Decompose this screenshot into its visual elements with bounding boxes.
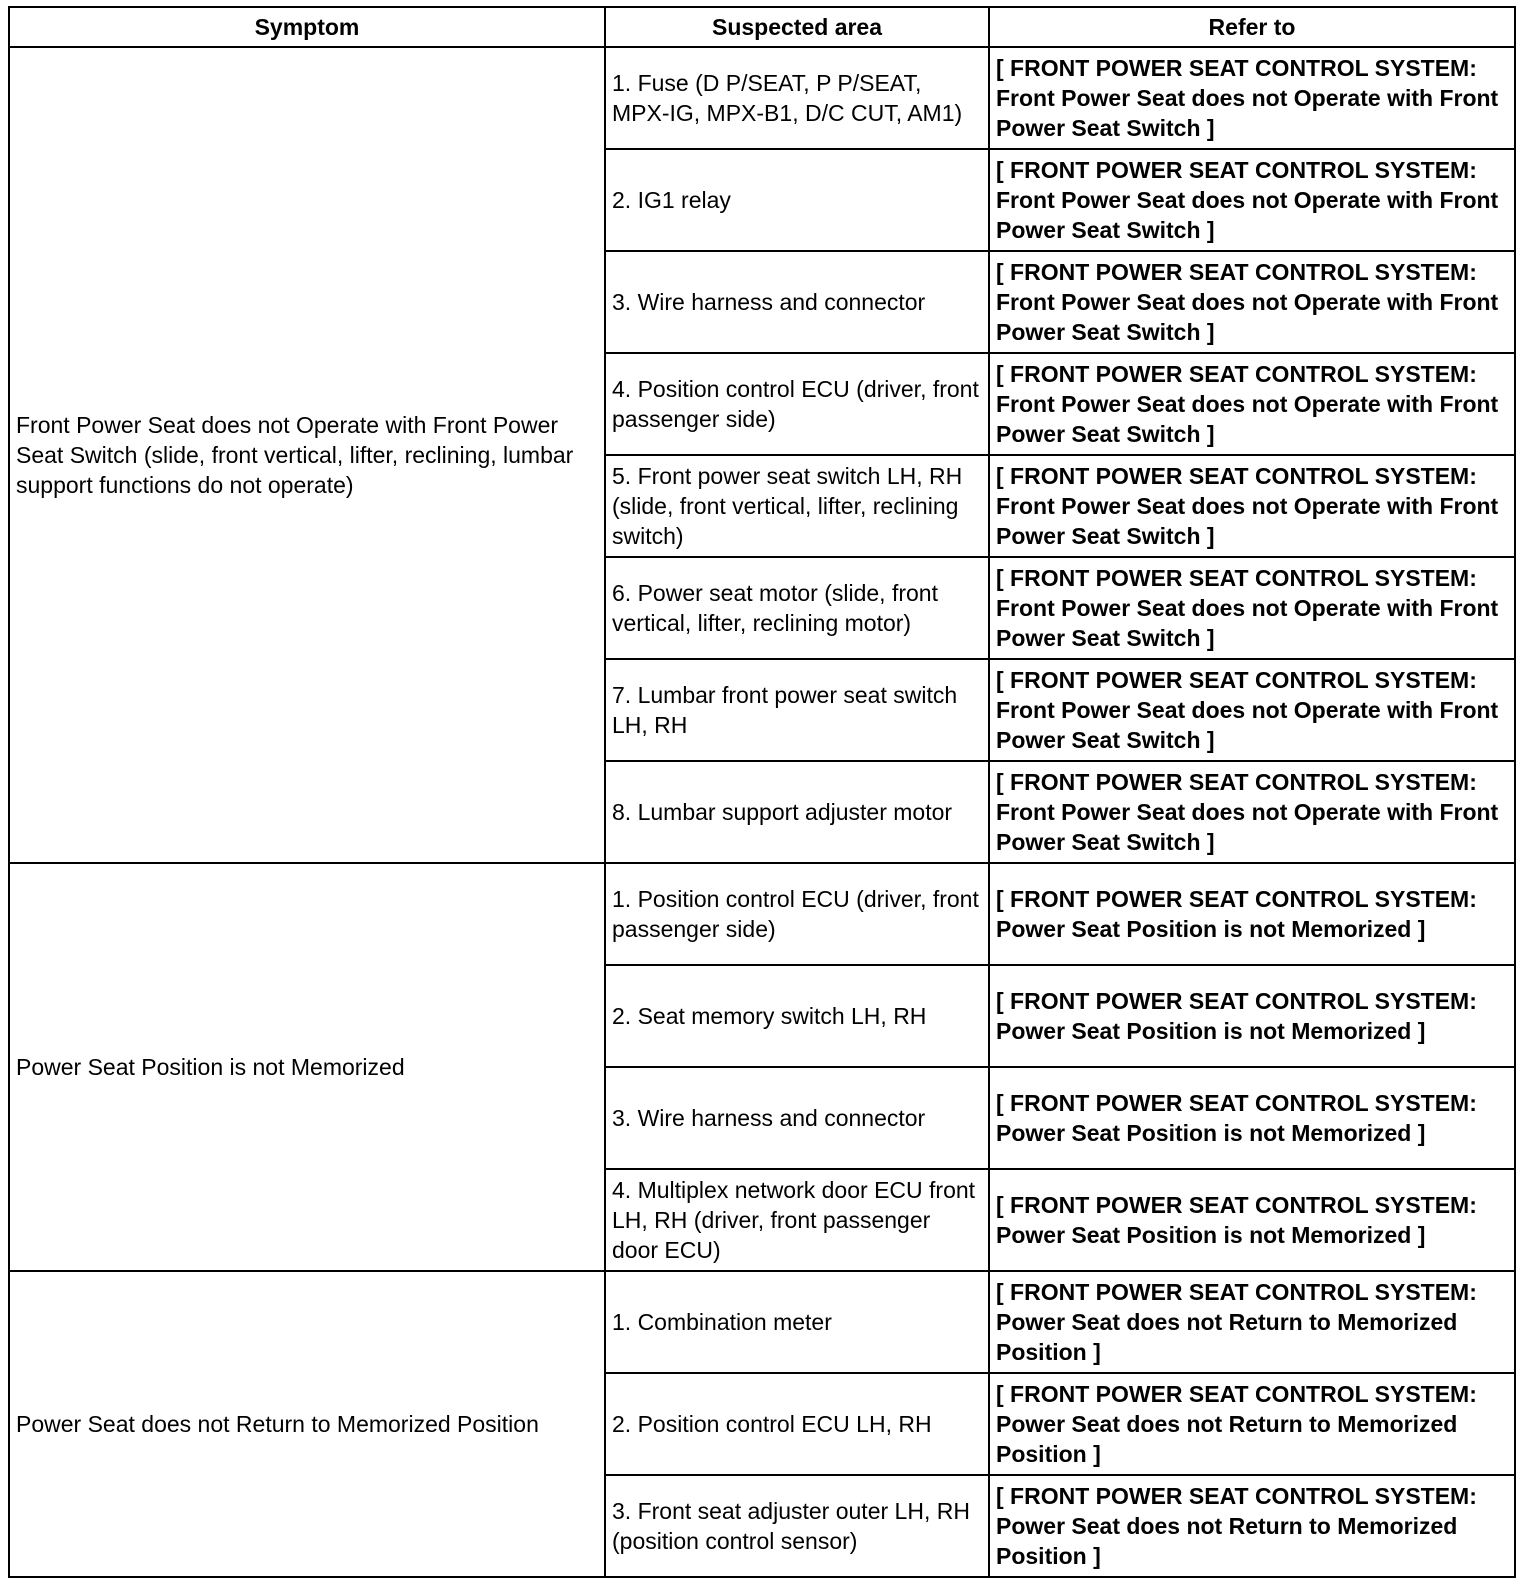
suspected-area-cell: 7. Lumbar front power seat switch LH, RH: [605, 659, 989, 761]
suspected-area-cell: 2. Seat memory switch LH, RH: [605, 965, 989, 1067]
suspected-area-cell: 4. Position control ECU (driver, front passenger side): [605, 353, 989, 455]
suspected-area-cell: 1. Fuse (D P/SEAT, P P/SEAT, MPX-IG, MPX-B1, D/C CUT, AM1): [605, 47, 989, 149]
suspected-area-cell: 6. Power seat motor (slide, front vertical, lifter, reclining motor): [605, 557, 989, 659]
suspected-area-cell: 1. Position control ECU (driver, front passenger side): [605, 863, 989, 965]
table-row: [9, 47, 1515, 149]
suspected-area-cell: 3. Wire harness and connector: [605, 251, 989, 353]
header-row: [9, 7, 1515, 47]
refer-to-link[interactable]: [ FRONT POWER SEAT CONTROL SYSTEM: Power Seat Position is not Memorized ]: [989, 1169, 1515, 1271]
refer-to-link[interactable]: [ FRONT POWER SEAT CONTROL SYSTEM: Power Seat Position is not Memorized ]: [989, 863, 1515, 965]
refer-to-link[interactable]: [ FRONT POWER SEAT CONTROL SYSTEM: Front Power Seat does not Operate with Front Power Seat Switch ]: [989, 353, 1515, 455]
refer-to-link[interactable]: [ FRONT POWER SEAT CONTROL SYSTEM: Front Power Seat does not Operate with Front Power Seat Switch ]: [989, 251, 1515, 353]
refer-to-link[interactable]: [ FRONT POWER SEAT CONTROL SYSTEM: Power Seat does not Return to Memorized Position ]: [989, 1475, 1515, 1577]
refer-to-link[interactable]: [ FRONT POWER SEAT CONTROL SYSTEM: Front Power Seat does not Operate with Front Power Seat Switch ]: [989, 659, 1515, 761]
suspected-area-cell: 5. Front power seat switch LH, RH (slide, front vertical, lifter, reclining switch): [605, 455, 989, 557]
refer-to-link[interactable]: [ FRONT POWER SEAT CONTROL SYSTEM: Front Power Seat does not Operate with Front Power Seat Switch ]: [989, 557, 1515, 659]
symptom-cell: Power Seat Position is not Memorized: [9, 863, 605, 1271]
suspected-area-cell: 4. Multiplex network door ECU front LH, RH (driver, front passenger door ECU): [605, 1169, 989, 1271]
suspected-area-cell: 8. Lumbar support adjuster motor: [605, 761, 989, 863]
refer-to-link[interactable]: [ FRONT POWER SEAT CONTROL SYSTEM: Power Seat does not Return to Memorized Position ]: [989, 1271, 1515, 1373]
refer-to-link[interactable]: [ FRONT POWER SEAT CONTROL SYSTEM: Power Seat Position is not Memorized ]: [989, 1067, 1515, 1169]
header-symptom: Symptom: [9, 7, 605, 47]
troubleshooting-table: [8, 6, 1516, 1578]
table-row: [9, 863, 1515, 965]
table-body: [9, 47, 1515, 1577]
refer-to-link[interactable]: [ FRONT POWER SEAT CONTROL SYSTEM: Power Seat Position is not Memorized ]: [989, 965, 1515, 1067]
symptom-cell: Power Seat does not Return to Memorized Position: [9, 1271, 605, 1577]
symptom-cell: Front Power Seat does not Operate with Front Power Seat Switch (slide, front vertical, lifter, reclining, lumbar support functions do not operate): [9, 47, 605, 863]
suspected-area-cell: 2. Position control ECU LH, RH: [605, 1373, 989, 1475]
refer-to-link[interactable]: [ FRONT POWER SEAT CONTROL SYSTEM: Power Seat does not Return to Memorized Position ]: [989, 1373, 1515, 1475]
suspected-area-cell: 3. Wire harness and connector: [605, 1067, 989, 1169]
refer-to-link[interactable]: [ FRONT POWER SEAT CONTROL SYSTEM: Front Power Seat does not Operate with Front Power Seat Switch ]: [989, 455, 1515, 557]
refer-to-link[interactable]: [ FRONT POWER SEAT CONTROL SYSTEM: Front Power Seat does not Operate with Front Power Seat Switch ]: [989, 149, 1515, 251]
header-suspected-area: Suspected area: [605, 7, 989, 47]
suspected-area-cell: 3. Front seat adjuster outer LH, RH (position control sensor): [605, 1475, 989, 1577]
header-refer-to: Refer to: [989, 7, 1515, 47]
refer-to-link[interactable]: [ FRONT POWER SEAT CONTROL SYSTEM: Front Power Seat does not Operate with Front Power Seat Switch ]: [989, 761, 1515, 863]
table-row: [9, 1271, 1515, 1373]
refer-to-link[interactable]: [ FRONT POWER SEAT CONTROL SYSTEM: Front Power Seat does not Operate with Front Power Seat Switch ]: [989, 47, 1515, 149]
suspected-area-cell: 2. IG1 relay: [605, 149, 989, 251]
suspected-area-cell: 1. Combination meter: [605, 1271, 989, 1373]
